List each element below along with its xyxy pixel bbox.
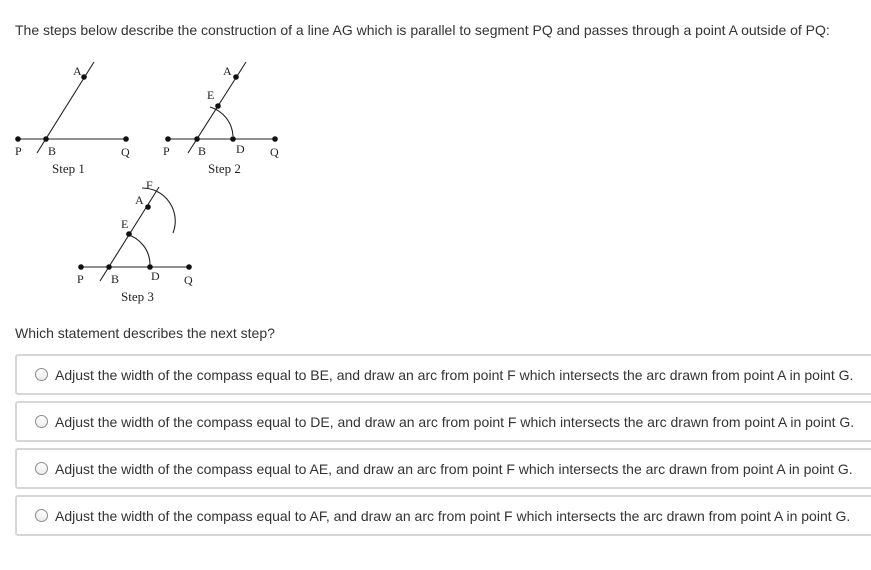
step1-label-q: Q — [121, 145, 130, 159]
step2-point-a — [233, 74, 239, 80]
step3-label-q: Q — [184, 273, 193, 287]
step3-label-p: P — [77, 272, 84, 286]
step2-label-q: Q — [270, 145, 279, 159]
step3-arc-ed — [126, 234, 150, 265]
step1-point-p — [15, 136, 21, 142]
question-text: The steps below describe the construction of a line AG which is parallel to segment PQ and passes through a point A outside of PQ: — [15, 22, 830, 38]
step1-point-b — [43, 136, 49, 142]
answer-choice-3[interactable] — [15, 448, 871, 489]
step3-label-d: D — [151, 269, 160, 283]
step2-label-e: E — [207, 88, 215, 102]
construction-figure — [15, 59, 280, 304]
radio-button-icon[interactable] — [35, 415, 48, 428]
step1-label-b: B — [48, 144, 57, 158]
choice-label: Adjust the width of the compass equal to AE, and draw an arc from point F which intersects the arc drawn from point A in point G. — [55, 461, 853, 477]
step2-label-a: A — [223, 64, 232, 78]
step1-point-q — [123, 136, 129, 142]
step2-point-q — [272, 136, 278, 142]
step3-caption: Step 3 — [121, 289, 154, 304]
step2-caption: Step 2 — [208, 161, 241, 176]
step3-label-e: E — [121, 217, 129, 231]
step3-label-b: B — [111, 272, 120, 286]
choice-label: Adjust the width of the compass equal to DE, and draw an arc from point F which intersects the arc drawn from point A in point G. — [55, 414, 855, 430]
step2-point-p — [165, 136, 171, 142]
answer-choice-4[interactable] — [15, 495, 871, 536]
step3-point-e — [126, 231, 132, 237]
next-step-prompt: Which statement describes the next step? — [15, 325, 275, 341]
step1-label-a: A — [73, 64, 82, 78]
step3-point-a — [145, 204, 151, 210]
construction-diagram — [15, 59, 280, 304]
step2-point-d — [230, 136, 236, 142]
step2-label-p: P — [163, 144, 170, 158]
step2-label-d: D — [236, 142, 245, 156]
step3-point-q — [186, 264, 192, 270]
answer-choices — [15, 354, 871, 542]
answer-choice-2[interactable] — [15, 401, 871, 442]
step1-label-p: P — [15, 144, 22, 158]
step2-arc-ed — [210, 107, 233, 136]
step1-point-a — [81, 74, 87, 80]
choice-label: Adjust the width of the compass equal to BE, and draw an arc from point F which intersects the arc drawn from point A in point G. — [55, 367, 854, 383]
radio-button-icon[interactable] — [35, 509, 48, 522]
step3-point-p — [78, 264, 84, 270]
choice-label: Adjust the width of the compass equal to AF, and draw an arc from point F which intersects the arc drawn from point A in point G. — [55, 508, 851, 524]
step2-label-b: B — [198, 144, 207, 158]
answer-choice-1[interactable] — [15, 354, 871, 395]
step3-label-f: F — [146, 178, 153, 192]
step3-label-a: A — [135, 193, 144, 207]
step3-point-b — [106, 264, 112, 270]
radio-button-icon[interactable] — [35, 368, 48, 381]
step2-point-e — [215, 103, 221, 109]
step1-caption: Step 1 — [52, 161, 85, 176]
step3-arc-f — [142, 188, 175, 233]
step2-point-b — [194, 136, 200, 142]
radio-button-icon[interactable] — [35, 462, 48, 475]
